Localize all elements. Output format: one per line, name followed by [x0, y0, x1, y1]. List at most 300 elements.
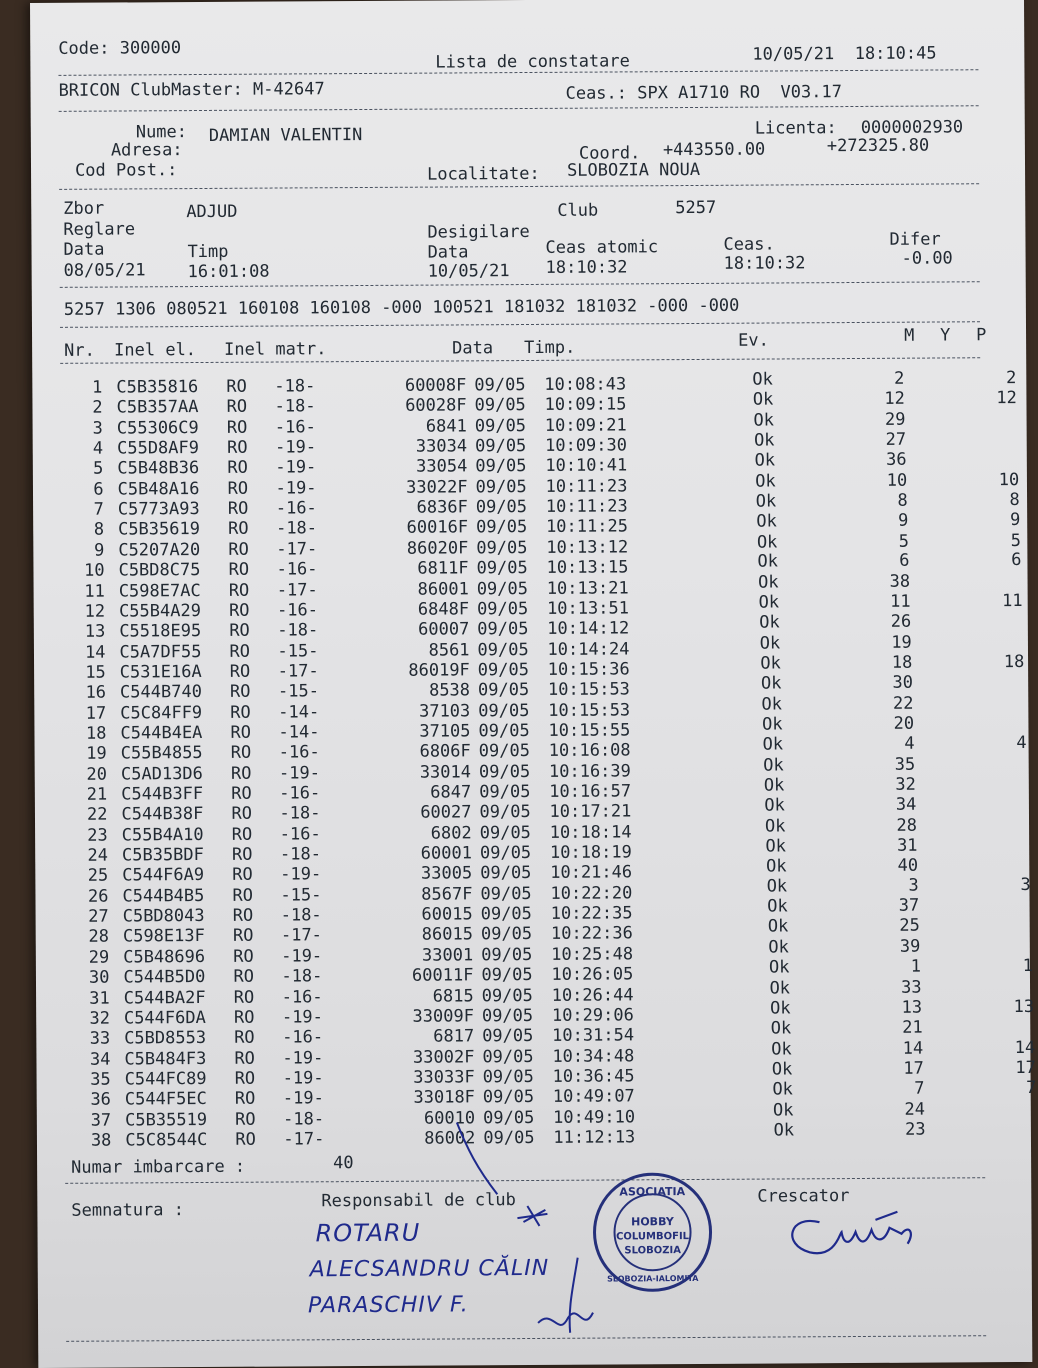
- cell-inel-matr: 86002: [355, 1128, 475, 1149]
- difference-value: -0.00: [902, 248, 953, 268]
- cell-time: 11:12:13: [553, 1127, 635, 1147]
- cell-inel-el: C598E7AC: [119, 581, 201, 601]
- cell-date: 09/05: [476, 538, 527, 558]
- cell-event: Ok: [773, 1120, 794, 1140]
- program-name: BRICON ClubMaster: M-42647: [58, 79, 324, 101]
- cell-date: 09/05: [476, 497, 527, 517]
- cell-country: RO: [228, 499, 249, 519]
- cell-country: RO: [226, 377, 247, 397]
- cell-year: -17-: [277, 580, 318, 600]
- cell-time: 10:16:39: [549, 761, 631, 781]
- cell-time: 10:16:57: [549, 781, 631, 801]
- boarding-count: 40: [333, 1153, 354, 1173]
- cell-inel-el: C5773A93: [118, 499, 200, 519]
- cell-country: RO: [233, 906, 254, 926]
- cell-p: 2: [954, 368, 1016, 388]
- cell-date: 09/05: [477, 619, 528, 639]
- cell-event: Ok: [754, 431, 775, 451]
- cell-nr: 13: [67, 622, 105, 642]
- cell-date: 09/05: [478, 660, 529, 680]
- cell-inel-el: C544BA2F: [124, 987, 206, 1007]
- cell-nr: 36: [73, 1090, 111, 1110]
- cell-time: 10:13:15: [546, 558, 628, 578]
- cell-event: Ok: [753, 410, 774, 430]
- cell-inel-el: C55306C9: [117, 418, 199, 438]
- clock-model: Ceas.: SPX A1710 RO V03.17: [566, 82, 842, 104]
- cell-inel-el: C5B35BDF: [122, 845, 204, 865]
- cell-m: 3: [849, 875, 919, 895]
- cell-country: RO: [227, 397, 248, 417]
- cell-inel-matr: 60011F: [353, 965, 473, 986]
- table-row: [30, 0, 1024, 3]
- cell-country: RO: [227, 458, 248, 478]
- cell-m: 27: [836, 430, 906, 450]
- coord-label: Coord.: [579, 143, 641, 163]
- divider: [60, 321, 980, 328]
- cell-date: 09/05: [482, 1047, 533, 1067]
- cell-time: 10:13:12: [546, 537, 628, 557]
- cell-country: RO: [232, 865, 253, 885]
- cell-event: Ok: [761, 694, 782, 714]
- cell-time: 10:21:46: [550, 863, 632, 883]
- cell-p: 12: [955, 388, 1017, 408]
- cell-nr: 27: [71, 907, 109, 927]
- cell-country: RO: [231, 784, 252, 804]
- table-row: [30, 0, 1024, 3]
- cell-event: Ok: [758, 572, 779, 592]
- cell-year: -19-: [279, 763, 320, 783]
- cell-country: RO: [231, 763, 252, 783]
- cell-year: -19-: [283, 1068, 324, 1088]
- cell-nr: 29: [71, 947, 109, 967]
- cell-m: 40: [848, 856, 918, 876]
- cell-p: 17: [974, 1058, 1036, 1078]
- cell-m: 39: [850, 936, 920, 956]
- cell-event: Ok: [755, 451, 776, 471]
- cell-country: RO: [228, 540, 249, 560]
- table-row: [30, 0, 1024, 3]
- cell-country: RO: [232, 845, 253, 865]
- cell-year: -19-: [275, 458, 316, 478]
- cell-nr: 3: [65, 418, 103, 438]
- cell-event: Ok: [761, 674, 782, 694]
- cell-nr: 11: [67, 581, 105, 601]
- cell-inel-matr: 86020F: [348, 538, 468, 559]
- cell-time: 10:11:23: [546, 476, 628, 496]
- svg-text:HOBBY: HOBBY: [631, 1215, 675, 1228]
- cell-time: 10:22:35: [551, 903, 633, 923]
- cell-year: -17-: [283, 1129, 324, 1149]
- cell-date: 09/05: [483, 1128, 534, 1148]
- cell-year: -16-: [277, 600, 318, 620]
- cell-p: 4: [965, 733, 1027, 753]
- cell-m: 20: [844, 714, 914, 734]
- desigilare-date-label: Data: [427, 242, 468, 262]
- cell-country: RO: [228, 560, 249, 580]
- cell-event: Ok: [757, 532, 778, 552]
- cell-country: RO: [229, 641, 250, 661]
- cell-date: 09/05: [481, 965, 532, 985]
- cell-inel-el: C55B4A10: [122, 825, 204, 845]
- cell-p: 3: [969, 875, 1031, 895]
- code-line: Code: 300000: [58, 38, 181, 59]
- cell-m: 18: [842, 653, 912, 673]
- cell-time: 10:17:21: [549, 802, 631, 822]
- cell-m: 35: [845, 754, 915, 774]
- cell-nr: 26: [70, 886, 108, 906]
- cell-date: 09/05: [476, 517, 527, 537]
- cell-p: 18: [962, 652, 1024, 672]
- cell-inel-matr: 60007: [349, 620, 469, 641]
- cell-date: 09/05: [477, 579, 528, 599]
- handwritten-name-3: PARASCHIV F.: [308, 1292, 469, 1318]
- cell-event: Ok: [769, 958, 790, 978]
- cell-m: 22: [843, 693, 913, 713]
- cell-year: -18-: [276, 519, 317, 539]
- cell-country: RO: [232, 824, 253, 844]
- cell-event: Ok: [771, 1039, 792, 1059]
- cell-inel-matr: 60015: [353, 904, 473, 925]
- coord-y: +272325.80: [827, 136, 929, 157]
- licence-number: 0000002930: [861, 117, 963, 138]
- breeder-signature: [779, 1204, 939, 1265]
- cell-inel-el: C5B48696: [123, 947, 205, 967]
- cell-nr: 35: [73, 1069, 111, 1089]
- cell-year: -14-: [278, 702, 319, 722]
- table-row: [30, 0, 1024, 3]
- cell-time: 10:15:36: [548, 659, 630, 679]
- cell-p: 7: [974, 1078, 1036, 1098]
- name-label: Nume:: [136, 122, 187, 142]
- cell-date: 09/05: [480, 863, 531, 883]
- cell-inel-el: C544F6A9: [122, 865, 204, 885]
- cell-inel-matr: 6817: [354, 1027, 474, 1048]
- cell-event: Ok: [755, 471, 776, 491]
- cell-nr: 10: [66, 561, 104, 581]
- cell-inel-matr: 86001: [349, 579, 469, 600]
- cell-nr: 5: [65, 459, 103, 479]
- cell-time: 10:15:53: [548, 700, 630, 720]
- col-p: P: [976, 325, 986, 345]
- cell-date: 09/05: [477, 599, 528, 619]
- cell-m: 19: [842, 632, 912, 652]
- cell-m: 21: [853, 1018, 923, 1038]
- desigilare-label: Desigilare: [427, 222, 529, 243]
- cell-event: Ok: [773, 1100, 794, 1120]
- cell-m: 31: [847, 836, 917, 856]
- cell-time: 10:25:48: [551, 944, 633, 964]
- cell-country: RO: [233, 926, 254, 946]
- col-timp: Timp.: [524, 338, 575, 358]
- svg-text:ASOCIATIA: ASOCIATIA: [619, 1185, 685, 1198]
- cell-m: 6: [839, 551, 909, 571]
- cell-country: RO: [234, 1008, 255, 1028]
- cell-date: 09/05: [479, 782, 530, 802]
- cell-event: Ok: [762, 714, 783, 734]
- divider: [60, 357, 980, 364]
- cell-inel-el: C544B3FF: [121, 784, 203, 804]
- cell-inel-matr: 86015: [353, 925, 473, 946]
- flight-label: Zbor: [63, 199, 104, 219]
- cell-date: 09/05: [475, 395, 526, 415]
- licence-label: Licenta:: [755, 118, 837, 138]
- cell-inel-el: C544F6DA: [124, 1008, 206, 1028]
- cell-inel-matr: 33002F: [354, 1047, 474, 1068]
- table-row: [30, 0, 1024, 3]
- cell-year: -16-: [280, 824, 321, 844]
- cell-date: 09/05: [482, 1006, 533, 1026]
- cell-event: Ok: [764, 796, 785, 816]
- col-inel-matr: Inel matr.: [224, 339, 326, 360]
- cell-inel-matr: 33022F: [348, 477, 468, 498]
- cell-inel-matr: 60008F: [346, 375, 466, 396]
- cell-m: 11: [841, 592, 911, 612]
- cell-inel-matr: 33001: [353, 945, 473, 966]
- cell-country: RO: [233, 946, 254, 966]
- cell-date: 09/05: [479, 802, 530, 822]
- cell-event: Ok: [765, 836, 786, 856]
- cell-nr: 1: [64, 378, 102, 398]
- encoded-summary-line: 5257 1306 080521 160108 160108 -000 100521 181032 181032 -000 -000: [64, 296, 740, 320]
- flight-location: ADJUD: [186, 202, 237, 222]
- col-m: M: [904, 326, 914, 346]
- table-row: [30, 0, 1024, 3]
- cell-nr: 37: [73, 1110, 111, 1130]
- cell-year: -16-: [279, 743, 320, 763]
- cell-date: 09/05: [483, 1108, 534, 1128]
- cell-date: 09/05: [480, 843, 531, 863]
- cell-inel-el: C5AD13D6: [121, 764, 203, 784]
- cell-m: 2: [834, 369, 904, 389]
- table-row: [30, 0, 1024, 3]
- divider: [60, 281, 980, 288]
- cell-m: 5: [839, 531, 909, 551]
- cell-nr: 7: [66, 500, 104, 520]
- table-row: [30, 0, 1024, 3]
- cell-date: 09/05: [475, 436, 526, 456]
- cell-year: -15-: [280, 885, 321, 905]
- table-row: [30, 0, 1024, 3]
- cell-time: 10:15:55: [548, 720, 630, 740]
- cell-date: 09/05: [480, 884, 531, 904]
- col-nr: Nr.: [64, 341, 95, 361]
- cell-inel-matr: 33009F: [354, 1006, 474, 1027]
- cell-time: 10:26:44: [552, 985, 634, 1005]
- col-ev: Ev.: [738, 331, 769, 351]
- cell-nr: 25: [70, 866, 108, 886]
- cell-country: RO: [227, 438, 248, 458]
- cell-nr: 22: [69, 805, 107, 825]
- cell-p: 1: [971, 956, 1033, 976]
- cell-country: RO: [235, 1089, 256, 1109]
- table-row: [30, 0, 1024, 3]
- cell-inel-el: C544FC89: [125, 1069, 207, 1089]
- cell-nr: 32: [72, 1008, 110, 1028]
- cell-p: 14: [973, 1037, 1035, 1057]
- cell-time: 10:36:45: [553, 1066, 635, 1086]
- cell-inel-el: C5518E95: [119, 621, 201, 641]
- cell-time: 10:49:07: [553, 1087, 635, 1107]
- cell-inel-el: C531E16A: [120, 662, 202, 682]
- cell-country: RO: [233, 967, 254, 987]
- cell-date: 09/05: [483, 1087, 534, 1107]
- cell-inel-el: C5BD8553: [124, 1028, 206, 1048]
- cell-year: -19-: [281, 946, 322, 966]
- cell-inel-el: C544B38F: [121, 804, 203, 824]
- cell-date: 09/05: [478, 701, 529, 721]
- cell-inel-el: C5B357AA: [117, 397, 199, 417]
- cell-year: -18-: [281, 905, 322, 925]
- cell-nr: 24: [70, 846, 108, 866]
- cell-m: 23: [855, 1120, 925, 1140]
- cell-time: 10:14:12: [547, 619, 629, 639]
- cell-inel-el: C544B5D0: [123, 967, 205, 987]
- cell-time: 10:08:43: [544, 374, 626, 394]
- cell-nr: 31: [72, 988, 110, 1008]
- cell-inel-matr: 6848F: [349, 599, 469, 620]
- table-row: [30, 0, 1024, 3]
- cell-inel-el: C5BD8C75: [118, 560, 200, 580]
- cell-m: 29: [835, 409, 905, 429]
- cell-p: 8: [958, 490, 1020, 510]
- cell-inel-el: C55D8AF9: [117, 438, 199, 458]
- col-y: Y: [940, 325, 950, 345]
- cell-inel-el: C544F5EC: [125, 1089, 207, 1109]
- owner-name: DAMIAN VALENTIN: [209, 125, 363, 146]
- cell-event: Ok: [768, 917, 789, 937]
- cell-event: Ok: [759, 592, 780, 612]
- cell-time: 10:11:23: [546, 496, 628, 516]
- cell-m: 13: [852, 997, 922, 1017]
- cell-inel-el: C5C8544C: [125, 1130, 207, 1150]
- divider: [59, 105, 979, 112]
- table-row: [30, 0, 1024, 3]
- cell-year: -18-: [283, 1109, 324, 1129]
- cell-m: 28: [847, 815, 917, 835]
- cell-time: 10:34:48: [552, 1046, 634, 1066]
- cell-inel-el: C5207A20: [118, 540, 200, 560]
- cell-year: -19-: [280, 865, 321, 885]
- cell-country: RO: [230, 702, 251, 722]
- cell-country: RO: [229, 601, 250, 621]
- cell-inel-matr: 6815: [354, 986, 474, 1007]
- table-row: [30, 0, 1024, 3]
- table-row: [30, 0, 1024, 3]
- cell-event: Ok: [756, 492, 777, 512]
- cell-nr: 38: [73, 1130, 111, 1150]
- cell-m: 34: [846, 795, 916, 815]
- table-row: [30, 0, 1024, 3]
- reglare-label: Reglare: [63, 219, 135, 239]
- cell-country: RO: [229, 621, 250, 641]
- club-number: 5257: [675, 198, 716, 218]
- cell-m: 26: [841, 612, 911, 632]
- cell-date: 09/05: [475, 456, 526, 476]
- cell-date: 09/05: [477, 640, 528, 660]
- cell-event: Ok: [766, 857, 787, 877]
- cell-m: 12: [835, 389, 905, 409]
- cell-year: -18-: [280, 844, 321, 864]
- cell-country: RO: [228, 519, 249, 539]
- cell-p: 5: [959, 531, 1021, 551]
- table-row: [30, 0, 1024, 3]
- svg-text:SLOBOZIA: SLOBOZIA: [624, 1245, 681, 1256]
- cell-m: 25: [850, 916, 920, 936]
- cell-event: Ok: [756, 512, 777, 532]
- cell-time: 10:09:21: [545, 415, 627, 435]
- cell-inel-matr: 8561: [349, 640, 469, 661]
- cell-p: 13: [972, 997, 1034, 1017]
- cell-date: 09/05: [481, 924, 532, 944]
- cell-inel-matr: 6806F: [351, 742, 471, 763]
- cell-event: Ok: [770, 998, 791, 1018]
- cell-time: 10:09:15: [545, 395, 627, 415]
- cell-date: 09/05: [476, 477, 527, 497]
- cell-inel-el: C5B48B36: [117, 458, 199, 478]
- cell-nr: 15: [68, 662, 106, 682]
- cell-inel-el: C5B35619: [118, 519, 200, 539]
- cell-event: Ok: [752, 370, 773, 390]
- cell-inel-el: C5A7DF55: [119, 642, 201, 662]
- table-row: [30, 0, 1024, 3]
- cell-event: Ok: [757, 552, 778, 572]
- table-row: [30, 0, 1024, 3]
- cell-country: RO: [227, 417, 248, 437]
- cell-m: 30: [843, 673, 913, 693]
- cell-inel-el: C5BD8043: [123, 906, 205, 926]
- cell-date: 09/05: [481, 945, 532, 965]
- cell-inel-matr: 6836F: [348, 497, 468, 518]
- table-row: [30, 0, 1024, 3]
- cell-year: -18-: [279, 804, 320, 824]
- table-row: [30, 0, 1024, 3]
- cell-date: 09/05: [481, 904, 532, 924]
- cell-year: -19-: [275, 437, 316, 457]
- atomic-clock-label: Ceas atomic: [545, 237, 658, 258]
- cell-time: 10:18:19: [550, 842, 632, 862]
- cell-nr: 16: [68, 683, 106, 703]
- table-row: [30, 0, 1024, 3]
- table-row: [30, 0, 1024, 3]
- cell-event: Ok: [772, 1080, 793, 1100]
- cell-inel-matr: 6811F: [348, 559, 468, 580]
- cell-nr: 19: [69, 744, 107, 764]
- reglare-date-label: Data: [63, 240, 104, 260]
- cell-inel-el: C544B4B5: [122, 886, 204, 906]
- cell-date: 09/05: [482, 1026, 533, 1046]
- cell-m: 17: [854, 1058, 924, 1078]
- cell-inel-matr: 8567F: [352, 884, 472, 905]
- cell-nr: 2: [65, 398, 103, 418]
- cell-time: 10:11:25: [546, 517, 628, 537]
- cell-country: RO: [234, 1028, 255, 1048]
- cell-nr: 9: [66, 540, 104, 560]
- table-row: [30, 0, 1024, 3]
- cell-m: 32: [846, 775, 916, 795]
- cell-m: 4: [845, 734, 915, 754]
- results-table: [30, 0, 1024, 3]
- cell-inel-matr: 86019F: [350, 660, 470, 681]
- cell-inel-el: C598E13F: [123, 926, 205, 946]
- club-label: Club: [557, 201, 598, 221]
- cell-date: 09/05: [476, 558, 527, 578]
- cell-time: 10:49:10: [553, 1107, 635, 1127]
- cell-p: 11: [961, 591, 1023, 611]
- cell-inel-el: C5B484F3: [124, 1049, 206, 1069]
- cell-nr: 4: [65, 439, 103, 459]
- cell-inel-el: C5C84FF9: [120, 703, 202, 723]
- clock-label: Ceas.: [723, 234, 774, 254]
